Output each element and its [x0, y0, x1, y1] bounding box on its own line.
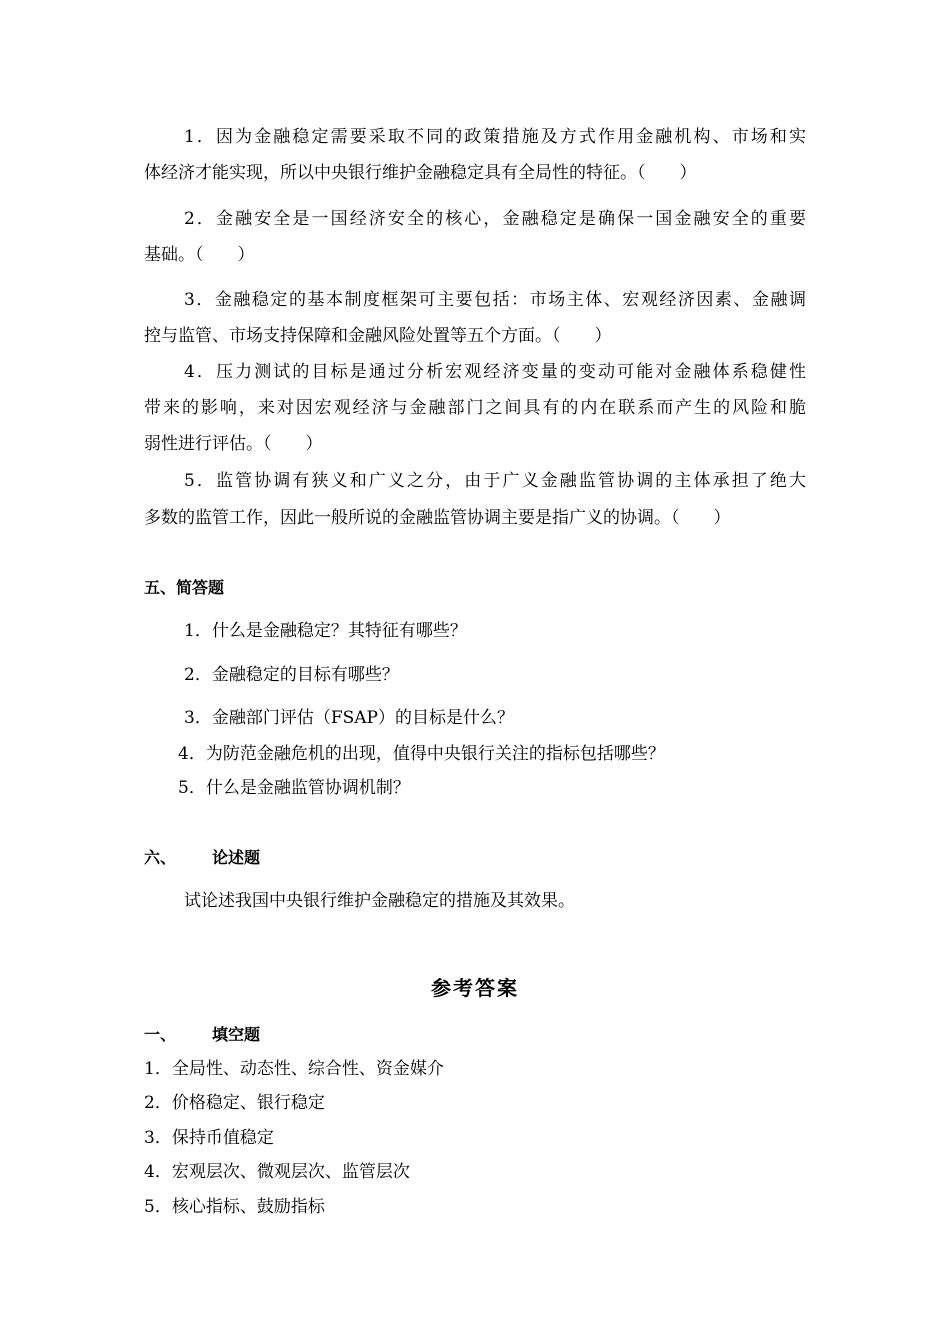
- judgment-q4-line3: 弱性进行评估。（ ）: [144, 434, 323, 454]
- short-answer-item: 4．为防范金融危机的出现，值得中央银行关注的指标包括哪些？: [178, 744, 665, 764]
- essay-heading-text: 论述题: [212, 848, 261, 867]
- short-answer-item: 1．什么是金融稳定？其特征有哪些？: [184, 621, 467, 641]
- answer-item: 3．保持币值稳定: [144, 1128, 274, 1148]
- essay-question: 试论述我国中央银行维护金融稳定的措施及其效果。: [184, 891, 575, 911]
- judgment-q2-line1: 2．金融安全是一国经济安全的核心，金融稳定是确保一国金融安全的重要: [184, 209, 806, 229]
- judgment-q2-line2: 基础。（ ）: [144, 245, 255, 265]
- judgment-q4-line1: 4．压力测试的目标是通过分析宏观经济变量的变动可能对金融体系稳健性: [184, 362, 806, 382]
- answer-item: 5．核心指标、鼓励指标: [144, 1197, 325, 1217]
- answer-item: 2．价格稳定、银行稳定: [144, 1093, 325, 1113]
- short-answer-item: 3．金融部门评估（FSAP）的目标是什么？: [184, 708, 514, 728]
- short-answer-item: 5．什么是金融监管协调机制？: [178, 778, 410, 798]
- essay-heading-number: 六、: [144, 848, 177, 867]
- answer-item: 1．全局性、动态性、综合性、资金媒介: [144, 1059, 444, 1079]
- judgment-q1-line1: 1．因为金融稳定需要采取不同的政策措施及方式作用金融机构、市场和实: [184, 127, 806, 147]
- judgment-q1-line2: 体经济才能实现，所以中央银行维护金融稳定具有全局性的特征。（ ）: [144, 163, 697, 183]
- judgment-q3-line2: 控与监管、市场支持保障和金融风险处置等五个方面。（ ）: [144, 326, 612, 346]
- short-answer-item: 2．金融稳定的目标有哪些？: [184, 665, 399, 685]
- answer-item: 4．宏观层次、微观层次、监管层次: [144, 1162, 410, 1182]
- judgment-q5-line1: 5．监管协调有狭义和广义之分，由于广义金融监管协调的主体承担了绝大: [184, 471, 806, 491]
- judgment-q3-line1: 3．金融稳定的基本制度框架可主要包括：市场主体、宏观经济因素、金融调: [184, 290, 806, 310]
- judgment-q5-line2: 多数的监管工作，因此一般所说的金融监管协调主要是指广义的协调。（ ）: [144, 508, 731, 528]
- answers-section1-heading: 填空题: [212, 1025, 261, 1044]
- answers-section1-number: 一、: [144, 1025, 177, 1044]
- judgment-q4-line2: 带来的影响，来对因宏观经济与金融部门之间具有的内在联系而产生的风险和脆: [144, 398, 806, 418]
- short-answer-heading: 五、简答题: [144, 578, 225, 597]
- answers-title: 参考答案: [431, 976, 519, 1000]
